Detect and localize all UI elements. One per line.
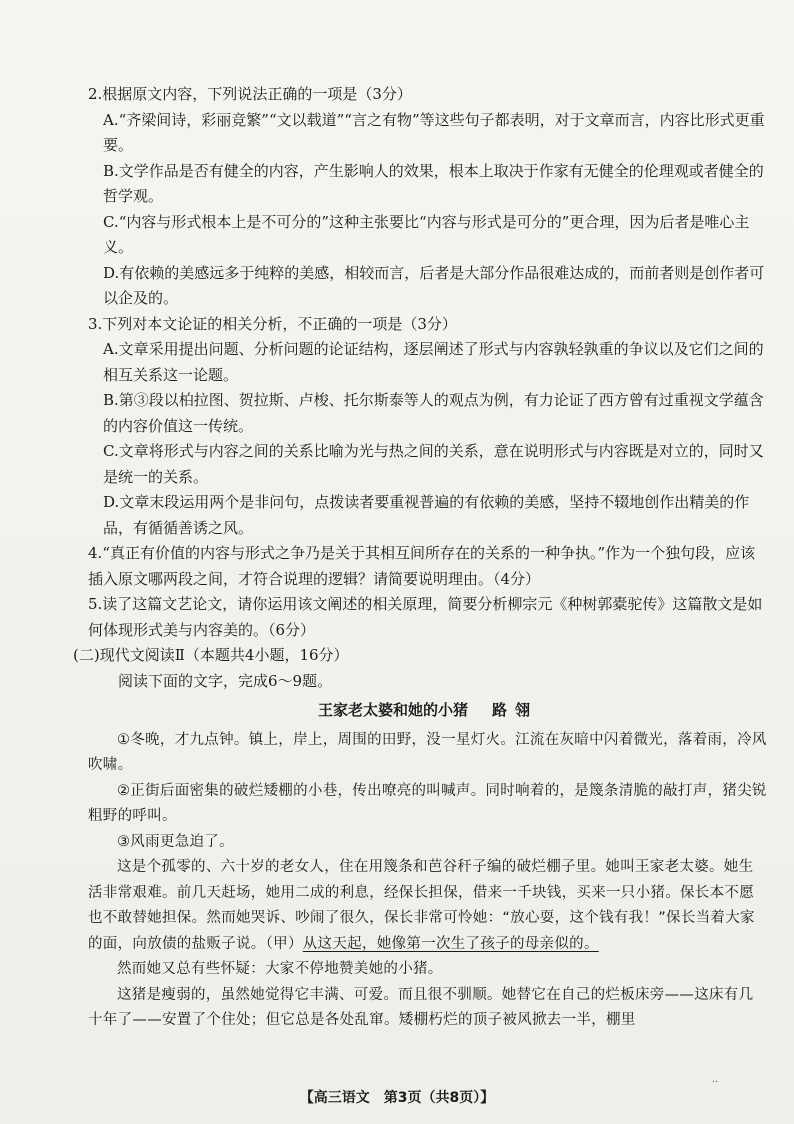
- story-paragraph-1: ①冬晚，才九点钟。镇上，岸上，周围的田野，没一星灯火。江流在灰暗中闪着微光，落着雨，冷风吹啸。: [88, 731, 767, 773]
- story-title-line: [88, 698, 768, 724]
- option-label: A.: [103, 340, 119, 358]
- scan-dots: ..: [712, 1074, 719, 1085]
- question-2-stem: 2.根据原文内容，下列说法正确的一项是（3分）: [88, 85, 412, 103]
- story-paragraph-6: 这猪是瘦弱的，虽然她觉得它丰满、可爱。而且很不驯顺。她替它在自己的烂板床旁——这床有几十年了——安置了个住处；但它总是各处乱窜。矮棚朽烂的顶子被风掀去一半，棚里: [88, 986, 754, 1028]
- story-body: [88, 728, 768, 1034]
- option-label: B.: [103, 391, 119, 409]
- option-label: C.: [103, 442, 119, 460]
- option-label: D.: [103, 263, 120, 282]
- option-text: 有依赖的美感远多于纯粹的美感，相较而言，后者是大部分作品很难达成的，而前者则是创作者可以企及的。: [103, 263, 765, 307]
- option-label: A.: [103, 110, 119, 129]
- question-5: 5.读了这篇文艺论文，请你运用该文阐述的相关原理，简要分析柳宗元《种树郭橐驼传》这篇散文是如何体现形式美与内容美的。（6分）: [88, 595, 763, 639]
- section-2-heading: (二)现代文阅读Ⅱ（本题共4小题，16分）: [73, 646, 349, 664]
- story-paragraph-4: [88, 855, 768, 957]
- option-text: “齐梁间诗，彩丽竞繁”“文以载道”“言之有物”等这些句子都表明，对于文章而言，内容比形式更重要。: [103, 110, 765, 154]
- question-3-stem: 3.下列对本文论证的相关分析，不正确的一项是（3分）: [88, 314, 457, 333]
- option-text: 文学作品是否有健全的内容，产生影响人的效果，根本上取决于作家有无健全的伦理观或者健全的哲学观。: [103, 161, 764, 205]
- question-2-option-b: [88, 159, 768, 210]
- story-paragraph-5: 然而她又总有些怀疑：大家不停地赞美她的小猪。: [117, 961, 443, 977]
- story-title: 王家老太婆和她的小猪: [317, 701, 468, 719]
- option-label: C.: [103, 212, 119, 231]
- question-3-option-d: [88, 490, 768, 541]
- story-underlined-sentence: 从这天起，她像第一次生了孩子的母亲似的。: [302, 935, 599, 952]
- option-text: 文章将形式与内容之间的关系比喻为光与热之间的关系，意在说明形式与内容既是对立的，同时又是统一的关系。: [103, 442, 764, 486]
- story-paragraph-4-text: 这是个孤零的、六十岁的老女人，住在用篾条和芭谷秆子编的破烂棚子里。她叫王家老太婆。她生活非常艰难。前几天赶场，她用二成的利息，经保长担保，借来一千块钱，买来一只小猪。保长本不愿也不敢替她担保。然而她哭诉、吵闹了很久，保长非常可怜她：“放心耍，这个钱有我！”保长当着大家的面，向放债的盐贩子说。（甲）: [88, 859, 755, 952]
- question-3-option-a: [88, 337, 768, 388]
- option-label: D.: [103, 493, 120, 511]
- page-content: [73, 82, 768, 1034]
- story-author: 路翎: [492, 701, 539, 719]
- question-3-option-c: [88, 439, 768, 490]
- question-4: 4.“真正有价值的内容与形式之争乃是关于其相互间所存在的关系的一种争执。”作为一个独句段，应该插入原文哪两段之间，才符合说理的逻辑？请简要说明理由。（4分）: [88, 544, 756, 588]
- question-2-option-d: [88, 261, 768, 312]
- option-text: 文章采用提出问题、分析问题的论证结构，逐层阐述了形式与内容孰轻孰重的争议以及它们之间的相互关系这一论题。: [103, 340, 764, 384]
- story-paragraph-3: ③风雨更急迫了。: [117, 833, 234, 850]
- question-3-option-b: [88, 388, 768, 439]
- option-text: “内容与形式根本上是不可分的”这种主张要比“内容与形式是可分的”更合理，因为后者是唯心主义。: [103, 212, 750, 256]
- option-text: 第③段以柏拉图、贺拉斯、卢梭、托尔斯泰等人的观点为例，有力论证了西方曾有过重视文学蕴含的内容价值这一传统。: [103, 391, 764, 435]
- page-footer: 【高三语文 第3页（共8页）】: [299, 1090, 495, 1106]
- option-label: B.: [103, 161, 119, 180]
- question-2-option-c: [88, 210, 768, 261]
- option-text: 文章末段运用两个是非问句，点拨读者要重视普遍的有依赖的美感，坚持不辍地创作出精美的作品，有循循善诱之风。: [103, 493, 750, 537]
- question-2-option-a: [88, 108, 768, 159]
- story-paragraph-2: ②正街后面密集的破烂矮棚的小巷，传出嘹亮的叫喊声。同时响着的，是篾条清脆的敲打声，猪尖锐粗野的呼叫。: [88, 782, 767, 824]
- section-2-instruction: 阅读下面的文字，完成6～9题。: [118, 671, 333, 690]
